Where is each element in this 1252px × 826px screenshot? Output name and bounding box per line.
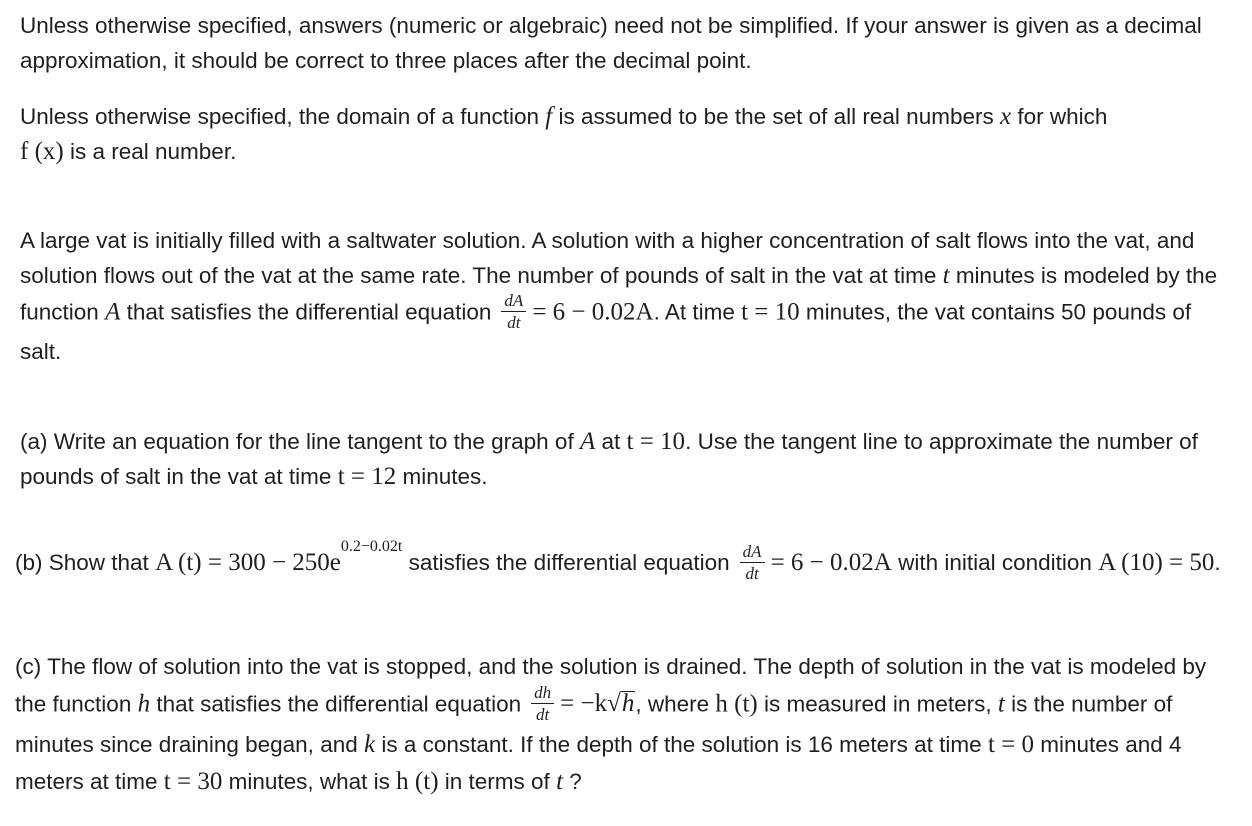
part-b <box>15 538 1225 585</box>
text: ? <box>563 769 582 794</box>
math-h-of-t: h (t) <box>715 690 758 718</box>
text: . Use the tangent line to approximate the number of pounds of salt in the vat at time <box>20 429 1198 489</box>
text: satisfies the differential equation <box>402 550 730 575</box>
math-t-eq-30: t = 30 <box>163 768 223 795</box>
text: . At time <box>653 299 742 325</box>
text: minutes, what is <box>222 769 397 794</box>
text: minutes, the vat contains 50 pounds of salt. <box>20 299 1192 364</box>
text: minutes is modeled by the function <box>20 263 1218 325</box>
text: for which <box>1011 104 1108 129</box>
math-t: t <box>997 690 1005 718</box>
text: is a real number. <box>63 139 237 164</box>
math-rhs <box>560 690 635 717</box>
math-A: A <box>579 428 596 455</box>
fraction-denominator: dt <box>507 313 521 332</box>
fraction-numerator: dh <box>531 683 554 704</box>
fraction-denominator: dt <box>745 563 759 583</box>
math-rhs: = 6 − 0.02A <box>532 298 654 326</box>
part-c <box>15 648 1225 800</box>
text: minutes. <box>396 464 488 489</box>
fraction-dA-dt <box>501 291 526 332</box>
text: that satisfies the differential equation <box>120 299 492 325</box>
instructions-simplify <box>20 8 1220 78</box>
text: (c) The flow of solution into the vat is stopped, and the solution is drained. The depth of solution in the vat is modeled by the function <box>15 654 1207 717</box>
text: is the number of minutes since draining began, and <box>15 691 1173 757</box>
math-x: x <box>999 103 1012 130</box>
text: is measured in meters, <box>757 691 998 717</box>
fraction-denominator: dt <box>536 705 550 724</box>
math-h-of-t: h (t) <box>396 768 439 795</box>
math-initial-condition: A (10) = 50 <box>1098 549 1215 576</box>
math-k: k <box>363 731 376 758</box>
math-exponent: 0.2−0.02t <box>340 538 403 555</box>
text: (b) Show that <box>15 550 156 575</box>
math-t: t <box>556 768 564 795</box>
math-t-eq-12: t = 12 <box>337 463 397 490</box>
fraction-dh-dt <box>531 683 554 724</box>
math-t-eq-0: t = 0 <box>987 731 1034 758</box>
fraction-numerator: dA <box>740 542 765 563</box>
text: in terms of <box>438 769 557 794</box>
text: is assumed to be the set of all real numbers <box>552 104 1000 129</box>
radicand: h <box>621 690 635 718</box>
fraction-dA-dt <box>740 542 765 583</box>
math-rhs: = 6 − 0.02A <box>770 549 892 576</box>
math-rhs-prefix: = −k <box>560 690 608 718</box>
instructions-domain <box>20 99 1220 169</box>
text: that satisfies the differential equation <box>150 691 522 717</box>
math-h: h <box>137 690 151 718</box>
math-t-eq-10: t = 10 <box>741 298 800 326</box>
text: Unless otherwise specified, the domain of a function <box>20 104 546 129</box>
math-f-of-x: f (x) <box>20 138 64 165</box>
math-A: A <box>105 298 121 326</box>
text: is a constant. If the depth of the solution is 16 meters at time <box>375 732 988 757</box>
instructions-simplify-text: Unless otherwise specified, answers (numeric or algebraic) need not be simplified. If your answer is given as a decimal approximation, it should be correct to three places after the decimal point. <box>20 13 1202 73</box>
text: minutes and 4 meters at time <box>15 732 1182 794</box>
problem-statement <box>20 223 1220 369</box>
fraction-numerator: dA <box>501 291 526 312</box>
math-t: t <box>942 262 950 289</box>
part-a <box>20 424 1220 494</box>
text: (a) Write an equation for the line tangent to the graph of <box>20 429 580 454</box>
text: . <box>1214 550 1221 575</box>
math-f: f <box>545 103 553 130</box>
math-function-A: A (t) = 300 − 250e <box>155 549 341 576</box>
text: with initial condition <box>891 550 1099 575</box>
math-t-eq-10: t = 10 <box>626 428 686 455</box>
text: , where <box>635 691 716 717</box>
text: A large vat is initially filled with a saltwater solution. A solution with a higher concentration of salt flows into the vat, and solution flows out of the vat at the same rate. The number of pounds of salt in the vat at time <box>20 228 1195 288</box>
square-root: √h <box>607 690 635 718</box>
text: at <box>595 429 627 454</box>
